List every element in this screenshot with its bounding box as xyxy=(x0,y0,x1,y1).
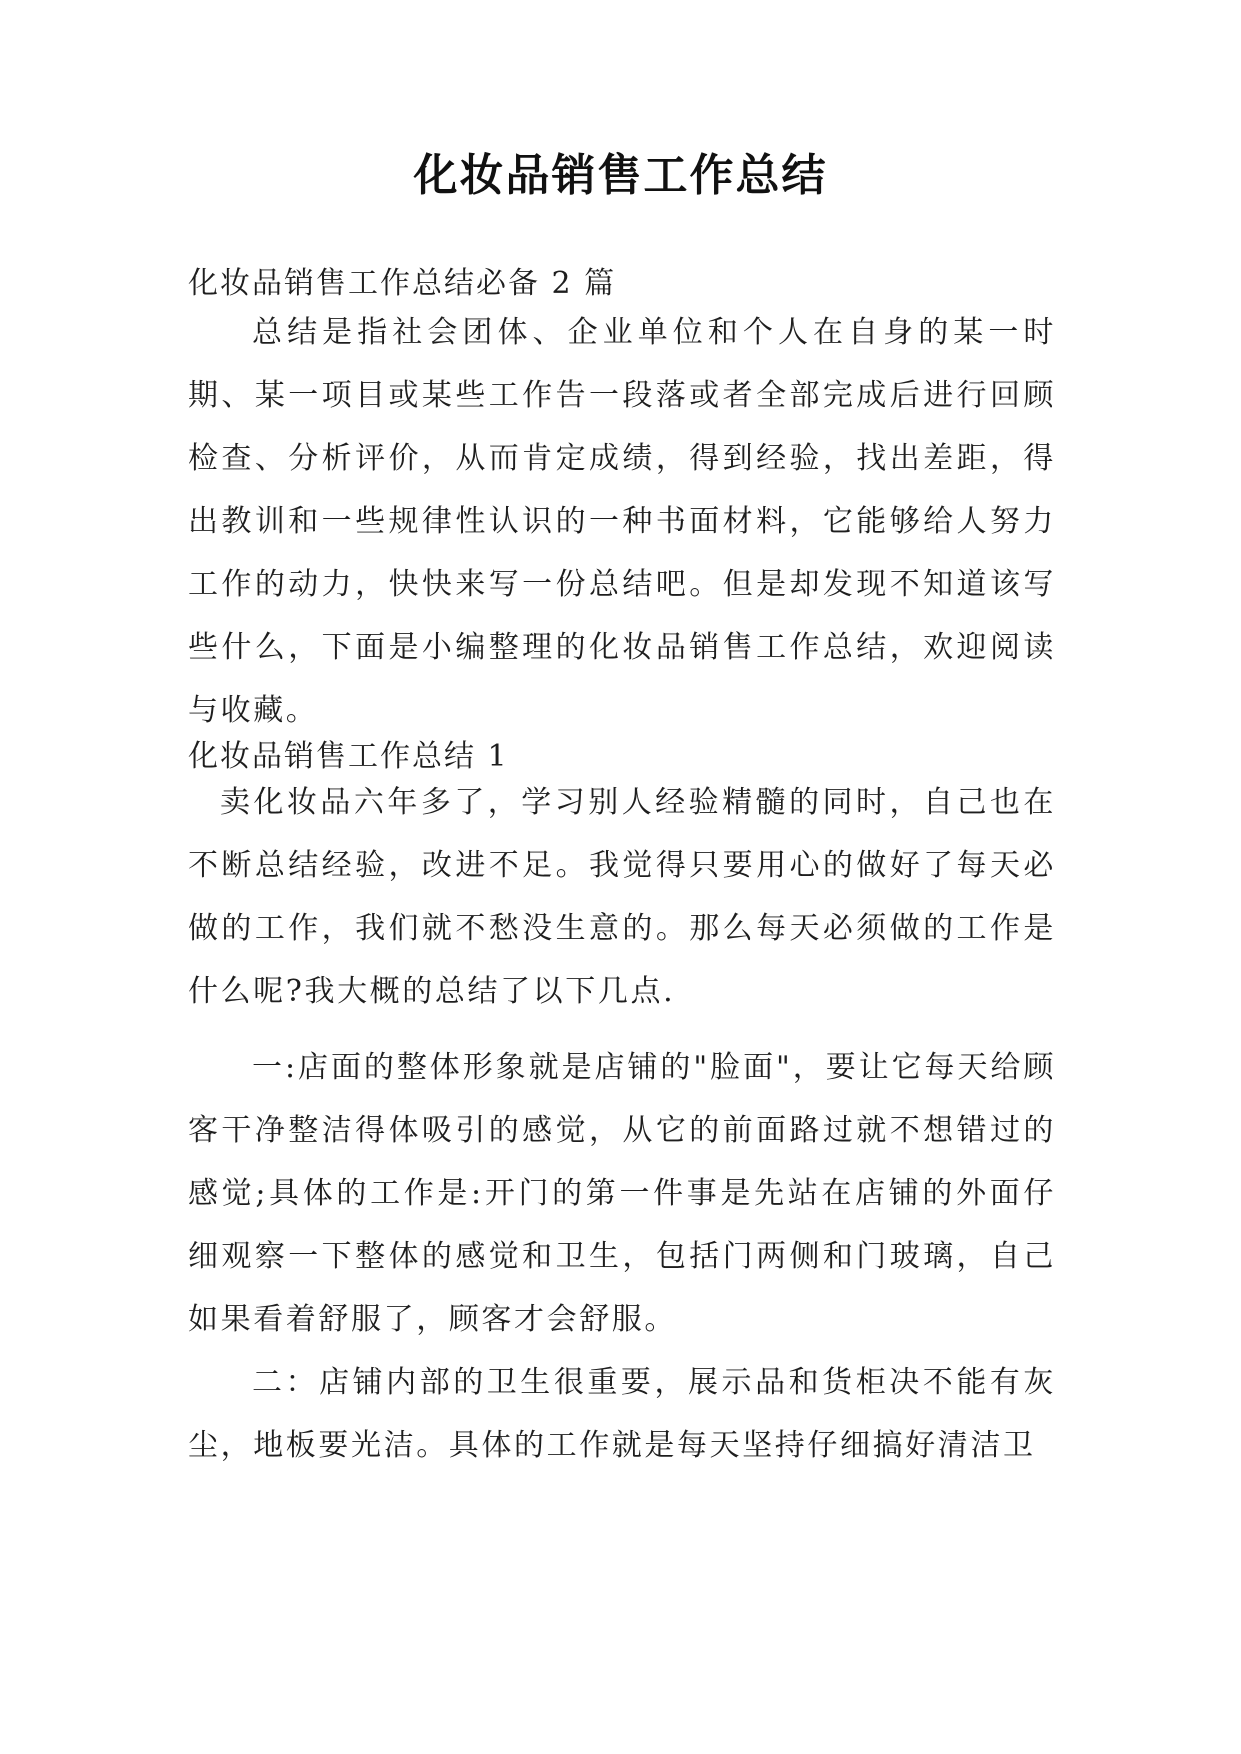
intro-paragraph: 总结是指社会团体、企业单位和个人在自身的某一时期、某一项目或某些工作告一段落或者全部完成后进行回顾检查、分析评价，从而肯定成绩，得到经验，找出差距，得出教训和一些规律性认识的一种书面材料，它能够给人努力工作的动力，快快来写一份总结吧。但是却发现不知道该写些什么，下面是小编整理的化妆品销售工作总结，欢迎阅读与收藏。 xyxy=(188,315,1056,728)
document-subtitle: 化妆品销售工作总结必备 2 篇 xyxy=(188,266,617,301)
section-heading-1: 化妆品销售工作总结 1 xyxy=(188,739,509,774)
section1-paragraph: 卖化妆品六年多了，学习别人经验精髓的同时，自己也在不断总结经验，改进不足。我觉得只要用心的做好了每天必做的工作，我们就不愁没生意的。那么每天必须做的工作是什么呢?我大概的总结了以下几点. xyxy=(188,785,1056,1009)
point-one-paragraph: 一:店面的整体形象就是店铺的"脸面"，要让它每天给顾客干净整洁得体吸引的感觉，从它的前面路过就不想错过的感觉;具体的工作是:开门的第一件事是先站在店铺的外面仔细观察一下整体的感觉和卫生，包括门两侧和门玻璃，自己如果看着舒服了，顾客才会舒服。 xyxy=(188,1050,1056,1337)
point-two-paragraph: 二：店铺内部的卫生很重要，展示品和货柜决不能有灰尘，地板要光洁。具体的工作就是每天坚持仔细搞好清洁卫 xyxy=(188,1365,1056,1463)
document-title: 化妆品销售工作总结 xyxy=(413,150,828,201)
